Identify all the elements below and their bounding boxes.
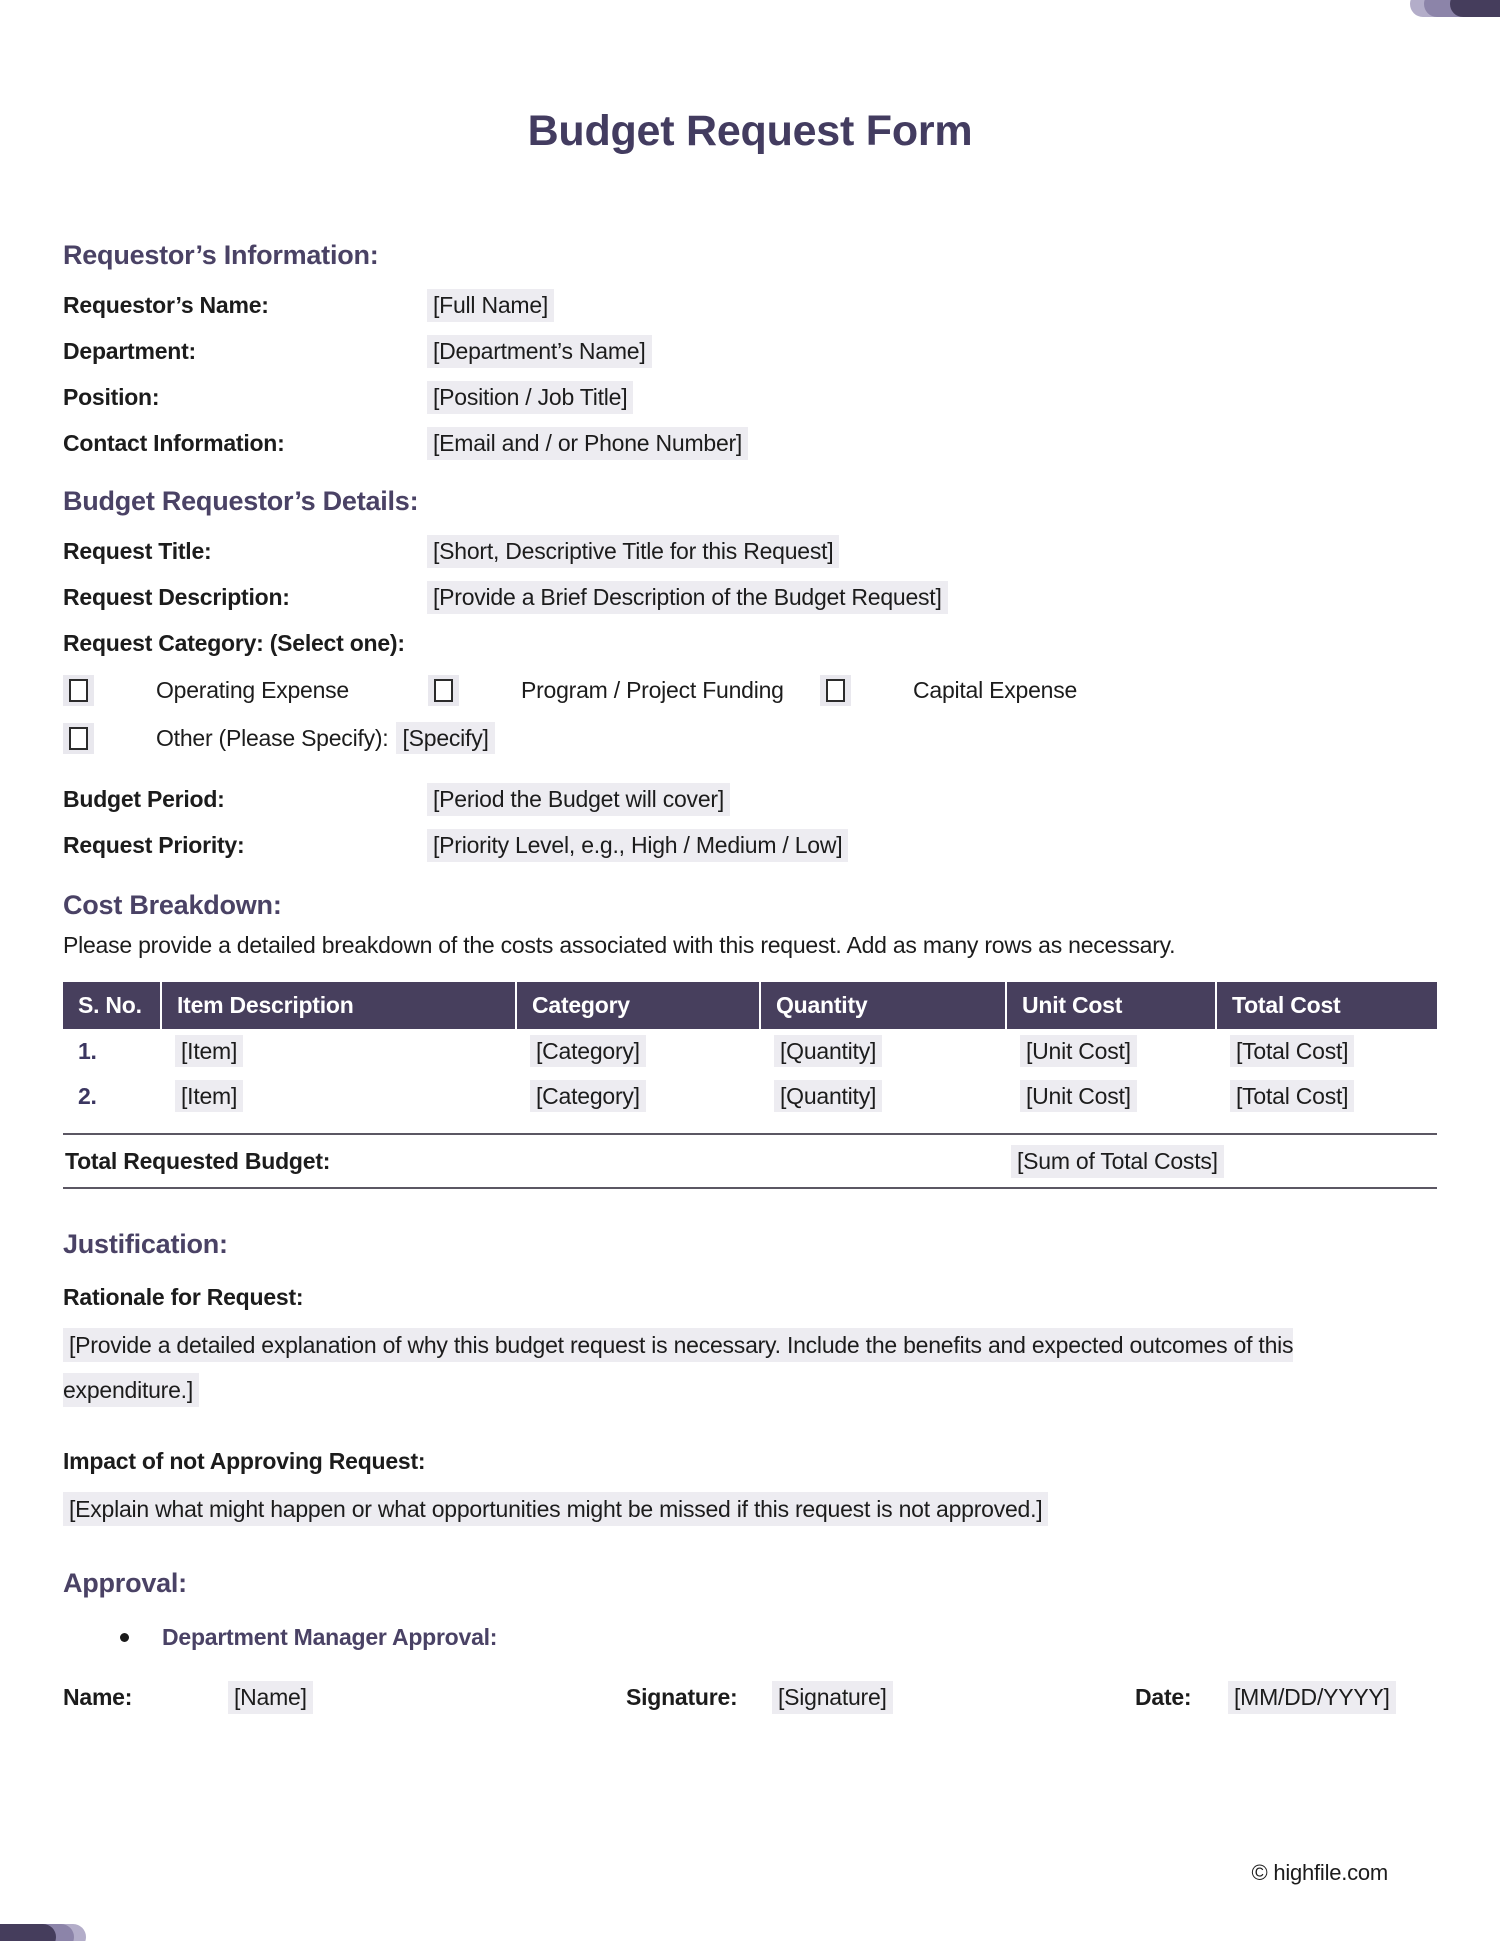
form-row [63,328,1437,374]
category-option-program-project-funding [428,675,820,706]
approval-date-group [1135,1681,1437,1714]
item-field[interactable]: [Item] [175,1080,243,1112]
request-category-label: Request Category: (Select one): [63,629,405,656]
field-label: Request Priority: [63,831,245,858]
unit-cost-field[interactable]: [Unit Cost] [1020,1080,1137,1112]
form-row [63,574,1437,620]
bullet-icon [120,1633,129,1642]
budget-period-rows [63,776,1437,868]
budget-period-field[interactable]: [Period the Budget will cover] [427,783,730,816]
category-option-operating-expense [63,675,428,706]
justification-heading: Justification: [63,1229,228,1259]
column-header-category: Category [515,982,759,1029]
department-manager-approval-label: Department Manager Approval: [162,1623,498,1650]
table-header-row [63,982,1437,1029]
top-right-decoration [1410,0,1500,20]
signature-field[interactable]: [Signature] [772,1681,893,1714]
approval-signature-group [626,1681,1135,1714]
table-row [63,1074,1437,1119]
cell-quantity [759,1083,1005,1110]
field-label: Name: [63,1683,133,1710]
quantity-field[interactable]: [Quantity] [774,1080,882,1112]
category-field[interactable]: [Category] [530,1080,646,1112]
category-option-other-row [63,714,1437,762]
checkbox-other[interactable] [63,723,94,754]
impact-paragraph [63,1487,1383,1532]
request-description-field[interactable]: [Provide a Brief Description of the Budget Request] [427,581,948,614]
row-number: 2. [78,1083,97,1109]
checkbox-icon [434,679,453,702]
cell-item [160,1083,515,1110]
request-details-heading: Budget Requestor’s Details: [63,486,419,516]
table-total-row [63,1133,1437,1189]
rationale-label: Rationale for Request: [63,1283,304,1310]
cell-unit-cost [1005,1083,1215,1110]
footer-credit: © highfile.com [1251,1860,1388,1885]
checkbox-capital-expense[interactable] [820,675,851,706]
total-cost-field[interactable]: [Total Cost] [1230,1080,1354,1112]
field-label: Department: [63,337,196,364]
column-header-total-cost: Total Cost [1215,982,1437,1029]
cell-category [515,1083,759,1110]
cost-breakdown-intro: Please provide a detailed breakdown of the costs associated with this request. Add as many rows as necessary. [63,932,1176,958]
category-option-label: Capital Expense [913,676,1078,703]
other-label-text: Other (Please Specify): [156,724,389,751]
checkbox-operating-expense[interactable] [63,675,94,706]
requestor-info-heading: Requestor’s Information: [63,240,379,270]
item-field[interactable]: [Item] [175,1035,243,1067]
total-requested-budget-label: Total Requested Budget: [65,1147,331,1174]
cost-breakdown-heading: Cost Breakdown: [63,890,282,920]
table-row [63,1029,1437,1074]
position-field[interactable]: [Position / Job Title] [427,381,633,414]
requestor-name-field[interactable]: [Full Name] [427,289,554,322]
sum-of-total-costs-field[interactable]: [Sum of Total Costs] [1011,1145,1224,1178]
cell-total-cost [1215,1038,1437,1065]
category-option-label [156,725,495,752]
field-label: Budget Period: [63,785,225,812]
approval-signature-row [63,1674,1437,1720]
cell-unit-cost [1005,1038,1215,1065]
request-title-field[interactable]: [Short, Descriptive Title for this Request] [427,535,839,568]
total-cost-field[interactable]: [Total Cost] [1230,1035,1354,1067]
category-option-label: Operating Expense [156,676,349,703]
requestor-info-rows [63,282,1437,466]
department-field[interactable]: [Department’s Name] [427,335,652,368]
approval-name-group [63,1681,626,1714]
form-row [63,374,1437,420]
checkbox-icon [826,679,845,702]
column-header-sno: S. No. [78,992,142,1018]
cost-breakdown-table [63,982,1437,1189]
rationale-paragraph [63,1323,1383,1413]
decoration-pill-dark [0,1924,56,1941]
field-label: Contact Information: [63,429,285,456]
field-label: Request Title: [63,537,212,564]
field-label: Date: [1135,1683,1192,1710]
checkbox-icon [69,727,88,750]
page-title: Budget Request Form [527,107,973,155]
checkbox-program-project-funding[interactable] [428,675,459,706]
form-row [63,776,1437,822]
approval-heading: Approval: [63,1568,187,1598]
field-label: Signature: [626,1683,738,1710]
cell-total-cost [1215,1083,1437,1110]
impact-field[interactable]: [Explain what might happen or what opportunities might be missed if this request is not approved.] [63,1492,1048,1526]
contact-info-field[interactable]: [Email and / or Phone Number] [427,427,748,460]
field-label: Requestor’s Name: [63,291,269,318]
category-option-capital-expense [820,675,1077,706]
category-option-other [63,723,495,754]
form-row [63,528,1437,574]
department-manager-approval-item [120,1616,1437,1658]
category-option-label: Program / Project Funding [521,676,784,703]
form-row [63,822,1437,868]
bottom-left-decoration [0,1921,100,1941]
unit-cost-field[interactable]: [Unit Cost] [1020,1035,1137,1067]
impact-label: Impact of not Approving Request: [63,1447,426,1474]
date-field[interactable]: [MM/DD/YYYY] [1228,1681,1396,1714]
cell-category [515,1038,759,1065]
other-specify-field[interactable]: [Specify] [396,722,494,754]
checkbox-icon [69,679,88,702]
column-header-unit-cost: Unit Cost [1005,982,1215,1029]
column-header-quantity: Quantity [759,982,1005,1029]
quantity-field[interactable]: [Quantity] [774,1035,882,1067]
form-row [63,282,1437,328]
row-number: 1. [78,1038,97,1064]
form-row [63,420,1437,466]
decoration-pill-dark [1450,0,1500,17]
field-label: Position: [63,383,160,410]
rationale-field[interactable]: [Provide a detailed explanation of why this budget request is necessary. Include the benefits and expected outcomes of this expenditure.] [63,1328,1293,1407]
category-options-row [63,666,1437,714]
column-header-item-description: Item Description [160,982,515,1029]
cell-item [160,1038,515,1065]
category-field[interactable]: [Category] [530,1035,646,1067]
approver-name-field[interactable]: [Name] [228,1681,313,1714]
cell-quantity [759,1038,1005,1065]
field-label: Request Description: [63,583,290,610]
request-priority-field[interactable]: [Priority Level, e.g., High / Medium / Low] [427,829,848,862]
request-details-rows [63,528,1437,620]
